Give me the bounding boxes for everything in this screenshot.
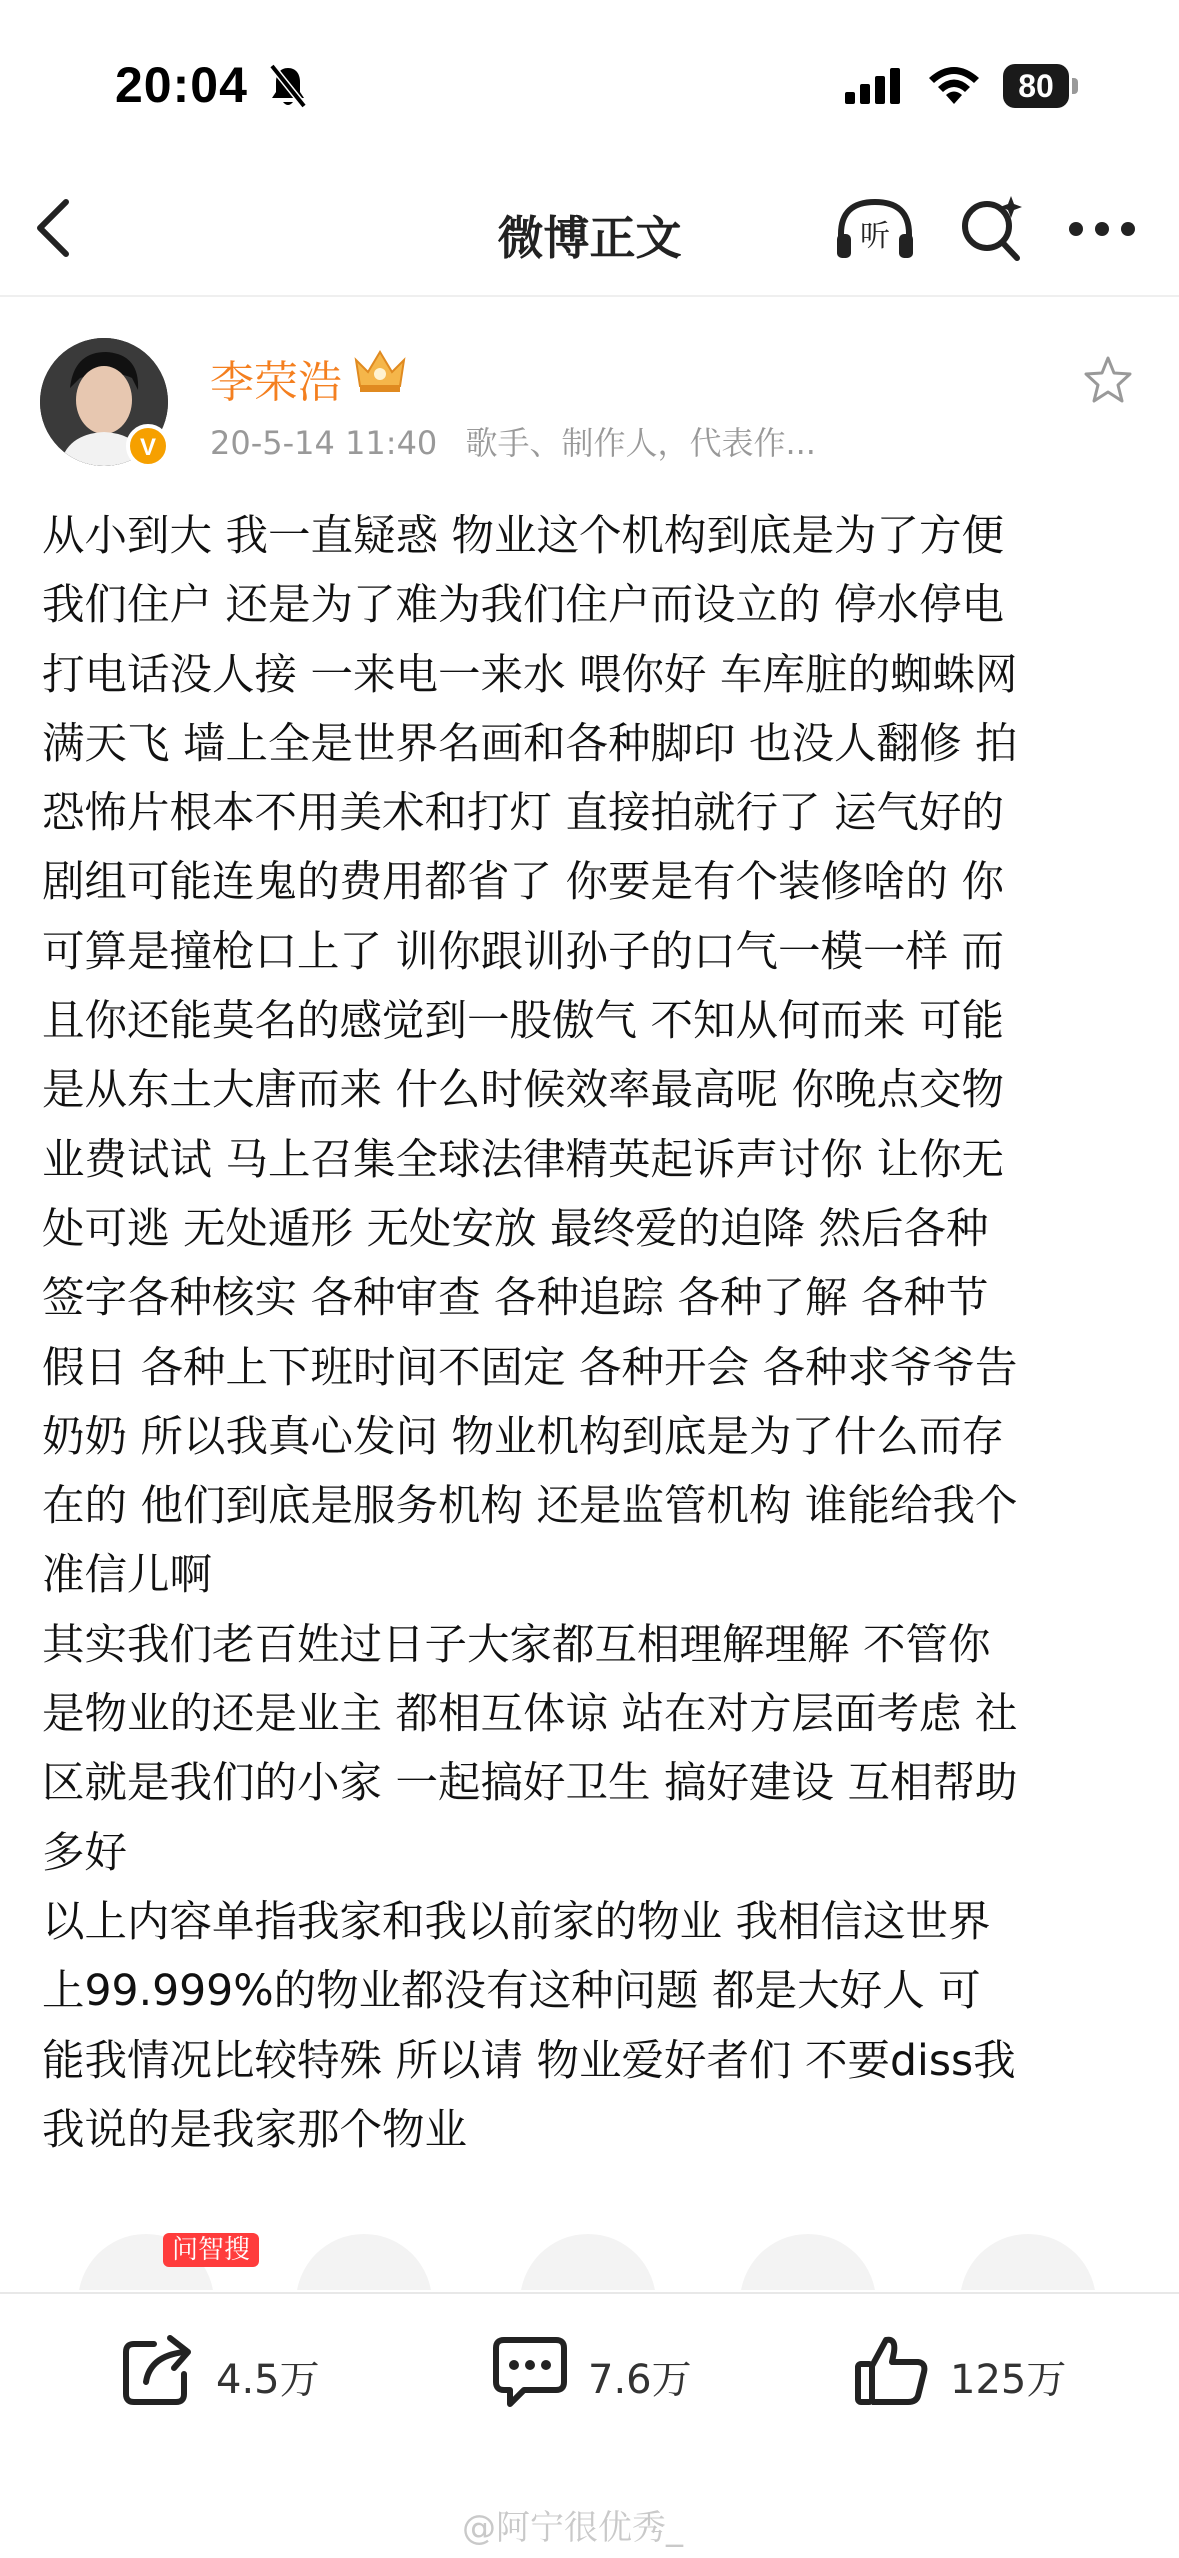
battery-level: 80 [1003, 64, 1069, 108]
nav-bar [0, 160, 1179, 297]
status-bar [0, 0, 1179, 160]
post-line: 业费试试 马上召集全球法律精英起诉声讨你 让你无 [42, 1135, 1005, 1185]
post-line: 我说的是我家那个物业 [42, 2105, 468, 2155]
post-line: 从小到大 我一直疑惑 物业这个机构到底是为了方便 [42, 512, 1005, 561]
page-title: 微博正文 [497, 211, 682, 265]
comment-count: 7.6万 [588, 2357, 692, 2403]
post-line: 是从东土大唐而来 什么时候效率最高呢 你晚点交物 [42, 1066, 1005, 1116]
ai-search-badge[interactable]: 问智搜 [163, 2233, 259, 2267]
emoji-tile[interactable] [296, 2234, 432, 2290]
post-line: 以上内容单指我家和我以前家的物业 我相信这世界 [42, 1897, 991, 1947]
post-line: 多好 [42, 1828, 128, 1878]
topic-tile[interactable] [520, 2234, 656, 2290]
author-name[interactable]: 李荣浩 [210, 357, 342, 408]
battery-indicator [1003, 64, 1081, 108]
comment-icon [490, 2330, 570, 2410]
svg-text:V: V [139, 434, 157, 461]
post-meta [210, 418, 834, 464]
post-line: 其实我们老百姓过日子大家都互相理解理解 不管你 [42, 1620, 991, 1670]
author-bio: 歌手、制作人，代表作... [465, 424, 816, 462]
wifi-icon [925, 62, 983, 108]
battery-tip [1072, 78, 1078, 94]
post-line: 奶奶 所以我真心发问 物业机构到底是为了什么而存 [42, 1412, 1005, 1462]
share-icon [118, 2330, 198, 2410]
post-line: 在的 他们到底是服务机构 还是监管机构 谁能给我个 [42, 1482, 1018, 1532]
watermark-text: @阿宁很优秀_ [462, 2508, 683, 2548]
post-timestamp: 20-5-14 11:40 [210, 424, 438, 462]
post-line: 签字各种核实 各种审查 各种追踪 各种了解 各种节 [42, 1274, 989, 1324]
svg-text:听: 听 [860, 219, 890, 254]
thumbs-up-icon [852, 2330, 932, 2410]
post-line: 可算是撞枪口上了 训你跟训孙子的口气一模一样 而 [42, 927, 1005, 977]
search-icon[interactable] [955, 192, 1027, 264]
post-line: 处可逃 无处遁形 无处安放 最终爱的迫降 然后各种 [42, 1204, 989, 1254]
crown-vip-icon [350, 346, 410, 396]
more-options-icon[interactable] [1067, 218, 1137, 240]
post-line: 区就是我们的小家 一起搞好卫生 搞好建设 互相帮助 [42, 1759, 1018, 1809]
bell-muted-icon [268, 64, 308, 110]
listen-headphones-icon[interactable] [833, 194, 917, 264]
status-time: 20:04 [115, 57, 248, 113]
post-line: 是物业的还是业主 都相互体谅 站在对方层面考虑 社 [42, 1690, 1018, 1740]
search-tile[interactable] [740, 2234, 876, 2290]
post-body [42, 502, 1142, 2165]
more-tile[interactable] [960, 2234, 1096, 2290]
verified-badge-icon [126, 424, 170, 468]
post-line: 上99.999%的物业都没有这种问题 都是大好人 可 [42, 1967, 981, 2017]
share-count: 4.5万 [216, 2357, 320, 2403]
post-line: 剧组可能连鬼的费用都省了 你要是有个装修啥的 你 [42, 858, 1005, 908]
post-line: 能我情况比较特殊 所以请 物业爱好者们 不要diss我 [42, 2036, 1016, 2086]
favorite-star-icon[interactable] [1082, 354, 1134, 406]
cellular-signal-icon [843, 66, 903, 106]
post-line: 我们住户 还是为了难为我们住户而设立的 停水停电 [42, 581, 1005, 631]
post-line: 假日 各种上下班时间不固定 各种开会 各种求爷爷告 [42, 1343, 1018, 1393]
post-line: 准信儿啊 [42, 1551, 213, 1601]
post-line: 满天飞 墙上全是世界名画和各种脚印 也没人翻修 拍 [42, 719, 1018, 769]
post-line: 恐怖片根本不用美术和打灯 直接拍就行了 运气好的 [42, 789, 1005, 839]
post-line: 且你还能莫名的感觉到一股傲气 不知从何而来 可能 [42, 997, 1005, 1047]
post-line: 打电话没人接 一来电一来水 喂你好 车库脏的蜘蛛网 [42, 650, 1018, 700]
like-count: 125万 [950, 2357, 1067, 2403]
